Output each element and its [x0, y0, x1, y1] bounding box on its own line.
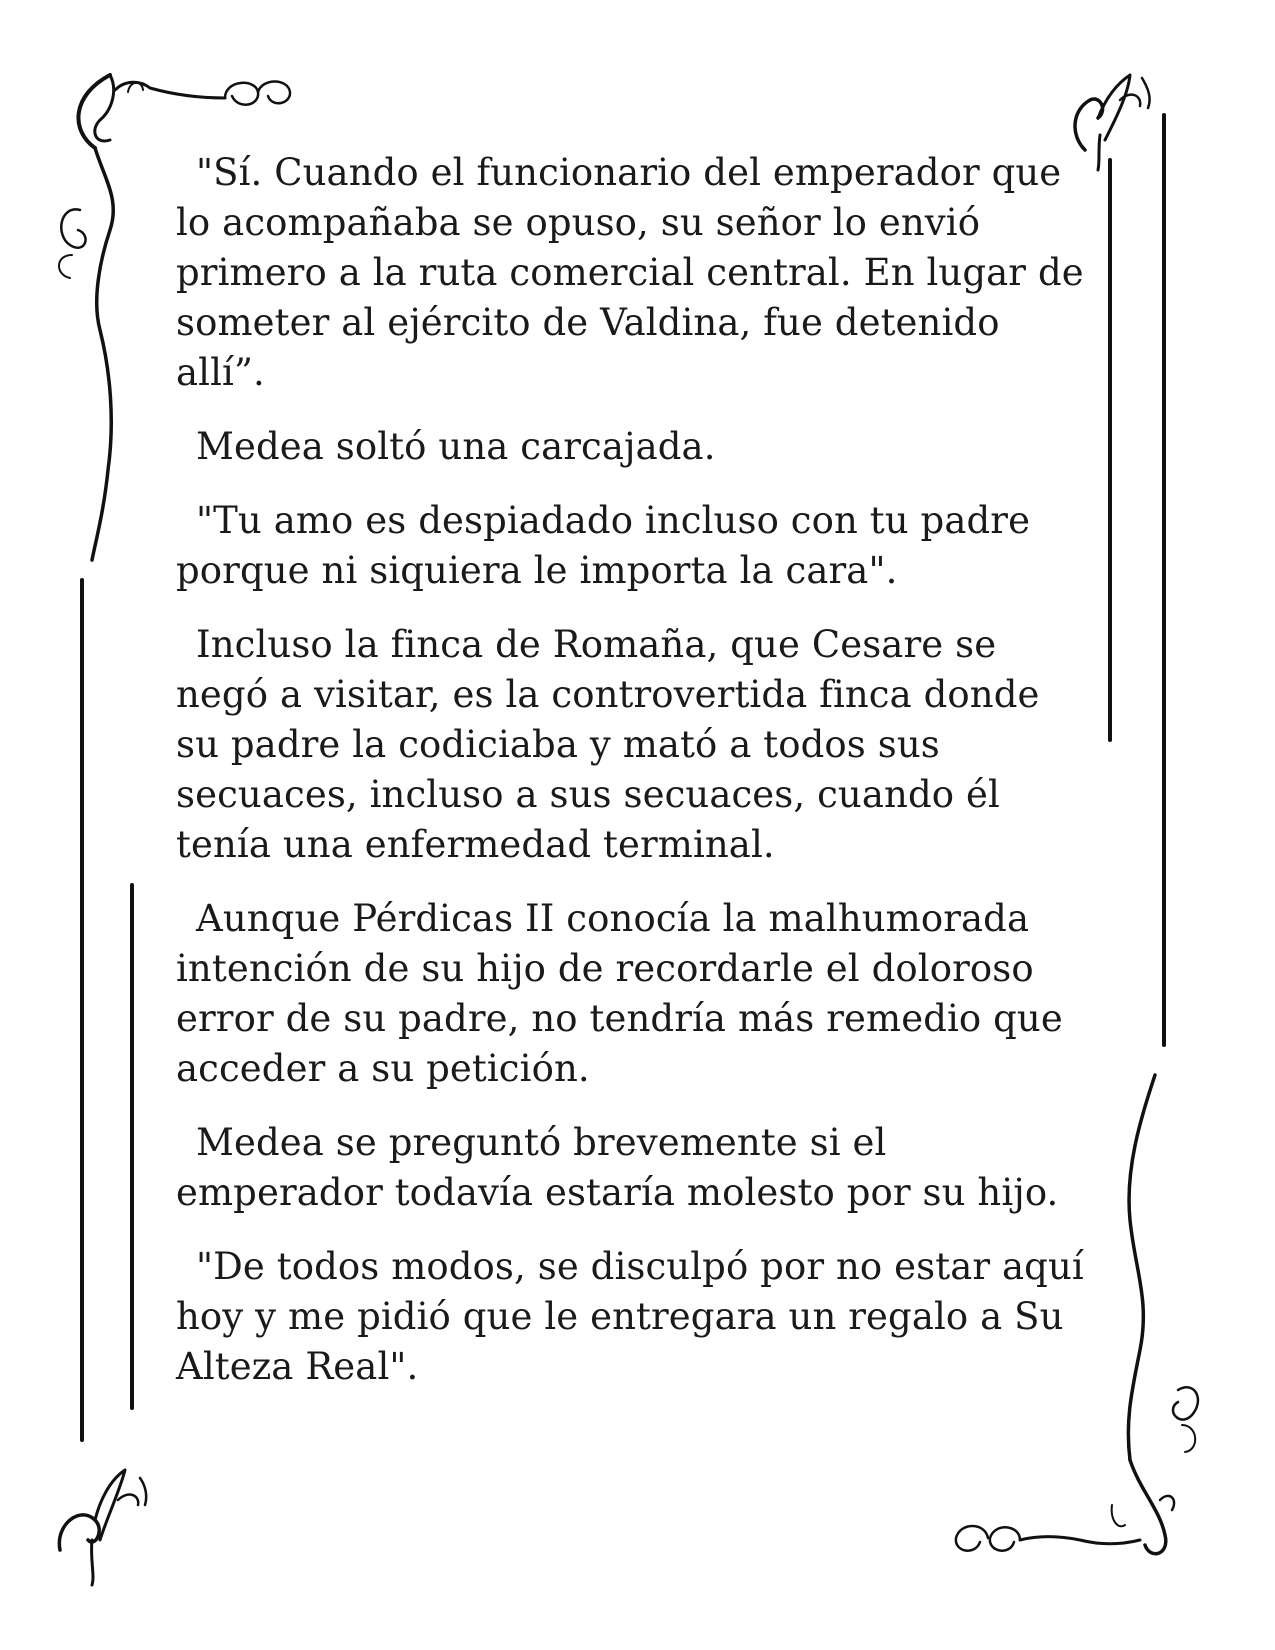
top-right-flourish: [1075, 75, 1150, 170]
paragraph: "Tu amo es despiadado incluso con tu padre porque ni siquiera le importa la cara".: [176, 499, 1031, 592]
paragraph: "Sí. Cuando el funcionario del emperador que lo acompañaba se opuso, su señor lo envió primero a la ruta comercial central. En lugar de someter al ejército de Valdina, fue detenido allí”.: [176, 151, 1084, 394]
paragraph: Medea se preguntó brevemente si el emperador todavía estaría molesto por su hijo.: [176, 1121, 1059, 1214]
paragraph: "De todos modos, se disculpó por no estar aquí hoy y me pidió que le entregara un regalo a Su Alteza Real".: [176, 1245, 1084, 1388]
paragraph: Incluso la finca de Romaña, que Cesare se negó a visitar, es la controvertida finca donde su padre la codiciaba y mató a todos sus secuaces, incluso a sus secuaces, cuando él tenía una enfermedad terminal.: [176, 623, 1040, 866]
paragraph: Medea soltó una carcajada.: [196, 425, 716, 468]
body-text: [176, 148, 1086, 1416]
bottom-left-flourish: [59, 1470, 146, 1585]
paragraph: Aunque Pérdicas II conocía la malhumorada intención de su hijo de recordarle el doloroso error de su padre, no tendría más remedio que acceder a su petición.: [176, 897, 1063, 1090]
